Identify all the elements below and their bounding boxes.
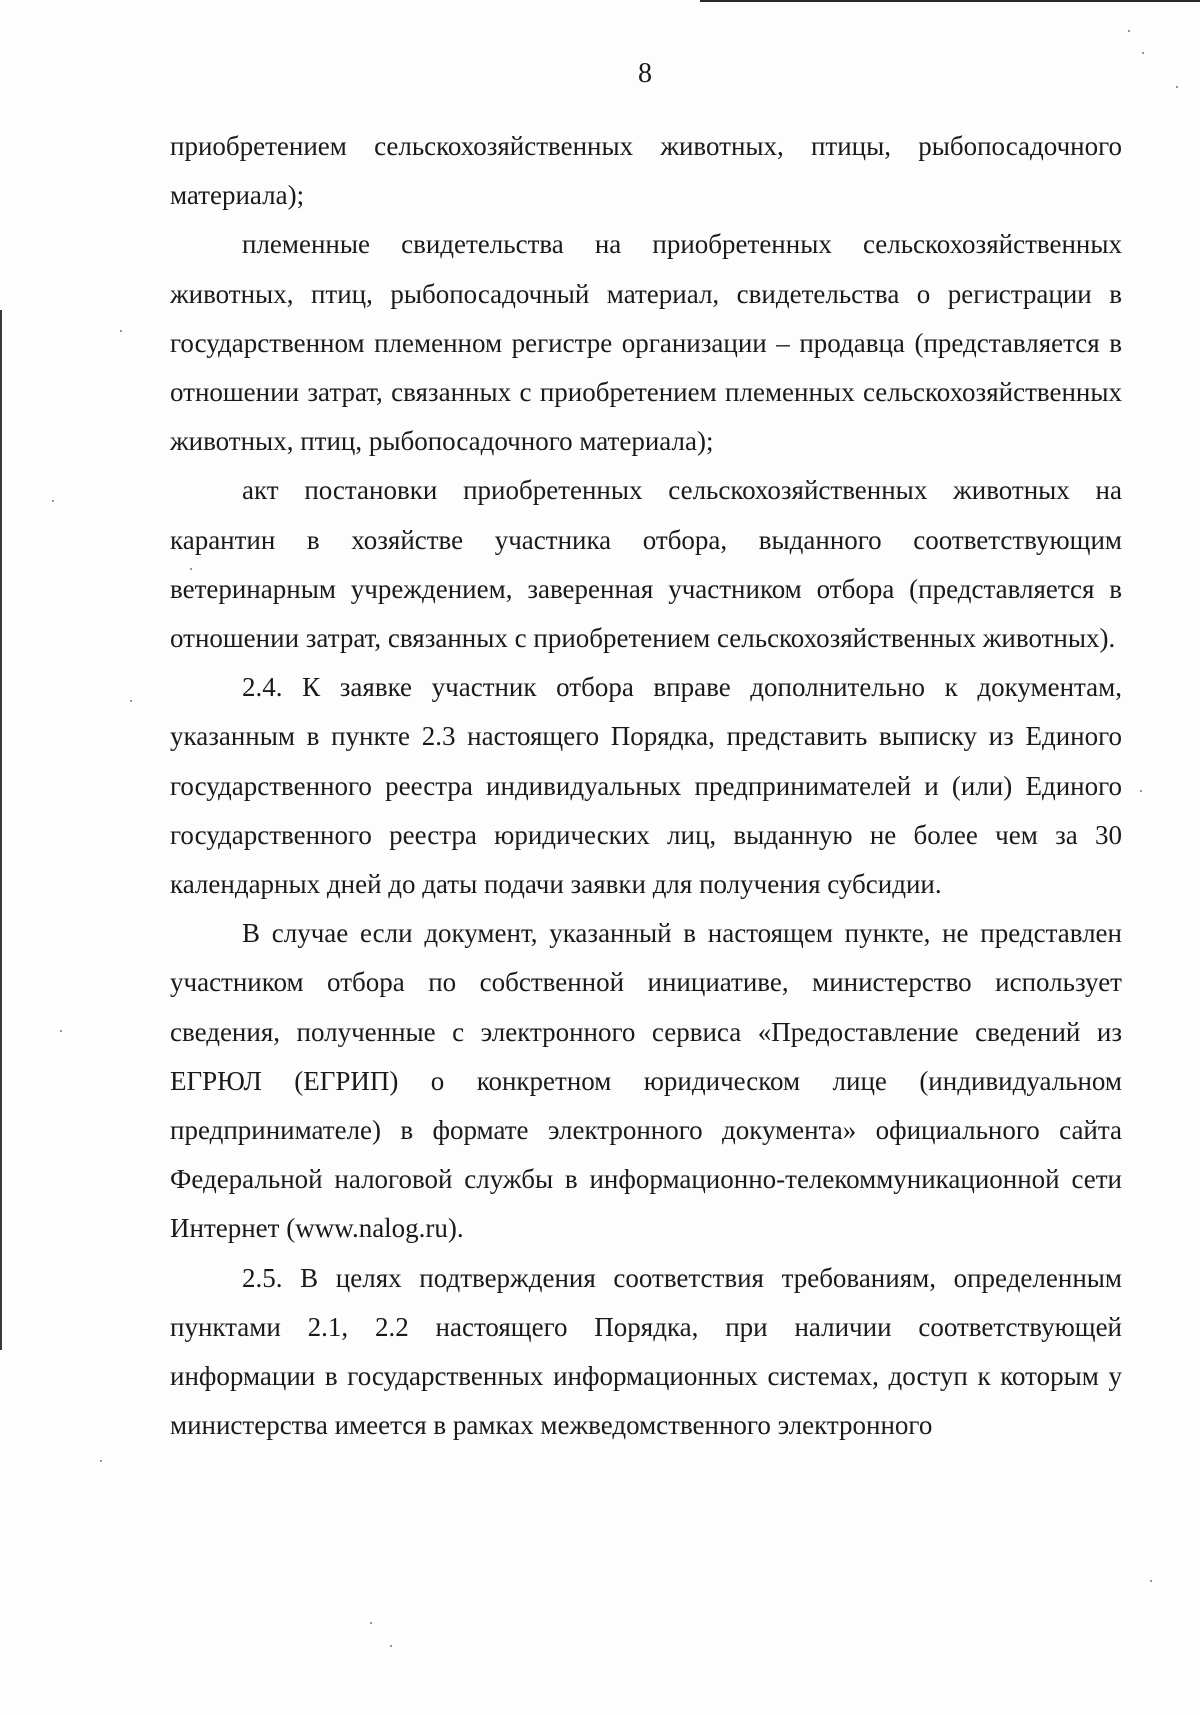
document-body bbox=[170, 122, 1122, 1450]
scan-speck bbox=[100, 1460, 102, 1462]
scan-speck bbox=[1140, 790, 1142, 792]
scan-speck bbox=[390, 1645, 392, 1647]
scan-speck bbox=[370, 1622, 372, 1624]
scan-speck bbox=[1176, 86, 1178, 88]
scan-speck bbox=[190, 568, 192, 570]
paragraph-clause-2-4: 2.4. К заявке участник отбора вправе дополнительно к документам, указанным в пункте 2.3 настоящего Порядка, представить выписку из Единого государственного реестра индивидуальных предпринимателей и (или) Единого государственного реестра юридических лиц, выданную не более чем за 30 календарных дней до даты подачи заявки для получения субсидии. bbox=[170, 672, 1122, 900]
page-number: 8 bbox=[638, 58, 652, 89]
paragraph-clause-2-5: 2.5. В целях подтверждения соответствия требованиям, определенным пунктами 2.1, 2.2 настоящего Порядка, при наличии соответствующей информации в государственных информационных системах, доступ к которым у министерства имеется в рамках межведомственного электронного bbox=[170, 1262, 1122, 1441]
scan-speck bbox=[120, 330, 122, 332]
scan-edge-left bbox=[0, 310, 2, 1350]
scan-speck bbox=[1142, 52, 1144, 54]
scan-speck bbox=[130, 700, 132, 702]
scan-speck bbox=[60, 1030, 62, 1032]
scan-speck bbox=[1150, 1580, 1152, 1582]
scan-speck bbox=[52, 500, 54, 502]
paragraph-breeding-certificates: племенные свидетельства на приобретенных сельскохозяйственных животных, птиц, рыбопосадочный материал, свидетельства о регистрации в государственном племенном регистре организации – продавца (представляется в отношении затрат, связанных с приобретением племенных сельскохозяйственных животных, птиц, рыбопосадочного материала); bbox=[170, 229, 1122, 457]
paragraph-egrul-service: В случае если документ, указанный в настоящем пункте, не представлен участником отбора по собственной инициативе, министерство использует сведения, полученные с электронного сервиса «Предоставление сведений из ЕГРЮЛ (ЕГРИП) о конкретном юридическом лице (индивидуальном предпринимателе) в формате электронного документа» официального сайта Федеральной налоговой службы в информационно-телекоммуникационной сети Интернет (www.nalog.ru). bbox=[170, 918, 1122, 1244]
scan-edge-top bbox=[700, 0, 1200, 2]
paragraph-quarantine-act: акт постановки приобретенных сельскохозяйственных животных на карантин в хозяйстве участника отбора, выданного соответствующим ветеринарным учреждением, заверенная участником отбора (представляется в отношении затрат, связанных с приобретением сельскохозяйственных животных). bbox=[170, 475, 1122, 654]
scan-speck bbox=[1128, 30, 1130, 32]
paragraph-continuation: приобретением сельскохозяйственных животных, птицы, рыбопосадочного материала); bbox=[170, 131, 1122, 211]
